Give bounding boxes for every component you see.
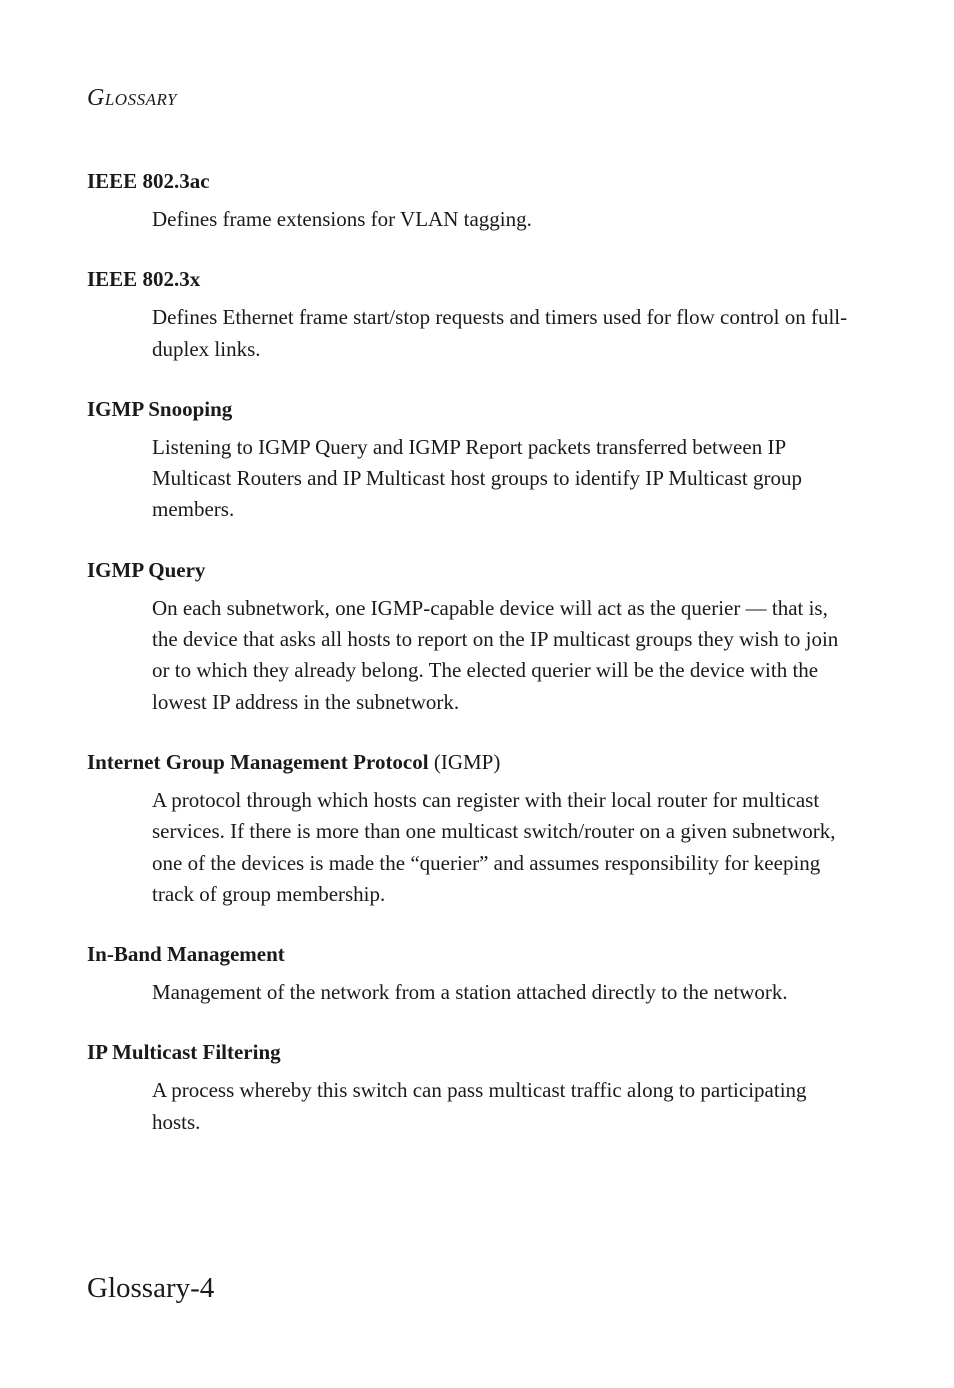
glossary-definition: Listening to IGMP Query and IGMP Report packets transferred between IP Multicast Routers and IP Multicast host groups to identify IP Multicast group members. bbox=[152, 434, 802, 522]
term-name: IGMP Query bbox=[87, 557, 206, 582]
glossary-term bbox=[87, 747, 867, 777]
glossary-entry bbox=[87, 264, 867, 365]
term-suffix: (IGMP) bbox=[428, 749, 501, 774]
glossary-term bbox=[87, 166, 867, 196]
term-name: IP Multicast Filtering bbox=[87, 1040, 281, 1065]
term-name: IEEE 802.3x bbox=[87, 267, 201, 292]
glossary-definition: Management of the network from a station attached directly to the network. bbox=[152, 980, 788, 1005]
glossary-entry bbox=[87, 939, 867, 1008]
glossary-entries bbox=[87, 166, 867, 1167]
glossary-term bbox=[87, 555, 867, 585]
running-header: Glossary bbox=[87, 85, 177, 111]
glossary-entry bbox=[87, 1037, 867, 1138]
glossary-definition: Defines frame extensions for VLAN tagging. bbox=[152, 207, 532, 231]
glossary-entry bbox=[87, 166, 867, 235]
glossary-definition: A process whereby this switch can pass multicast traffic along to participating hosts. bbox=[152, 1078, 807, 1134]
glossary-definition: Defines Ethernet frame start/stop requests and timers used for flow control on full-duplex links. bbox=[152, 305, 848, 361]
term-name: In-Band Management bbox=[87, 942, 285, 967]
glossary-term bbox=[87, 264, 867, 294]
glossary-term bbox=[87, 394, 867, 424]
glossary-definition: A protocol through which hosts can register with their local router for multicast services. If there is more than one multicast switch/router on a given subnetwork, one of the devices is made the “querier” and assumes responsibility for keeping track of group membership. bbox=[152, 787, 836, 906]
term-name: IEEE 802.3ac bbox=[87, 169, 210, 193]
glossary-term bbox=[87, 939, 867, 969]
glossary-entry bbox=[87, 555, 867, 718]
term-name: IGMP Snooping bbox=[87, 396, 233, 421]
glossary-term bbox=[87, 1037, 867, 1067]
glossary-entry bbox=[87, 747, 867, 910]
term-name: Internet Group Management Protocol bbox=[87, 749, 429, 774]
glossary-definition: On each subnetwork, one IGMP-capable device will act as the querier — that is, the device that asks all hosts to report on the IP multicast groups they wish to join or to which they already belong. The elected querier will be the device with the lowest IP address in the subnetwork. bbox=[152, 595, 839, 714]
glossary-entry bbox=[87, 394, 867, 526]
page-number: Glossary-4 bbox=[87, 1272, 215, 1304]
